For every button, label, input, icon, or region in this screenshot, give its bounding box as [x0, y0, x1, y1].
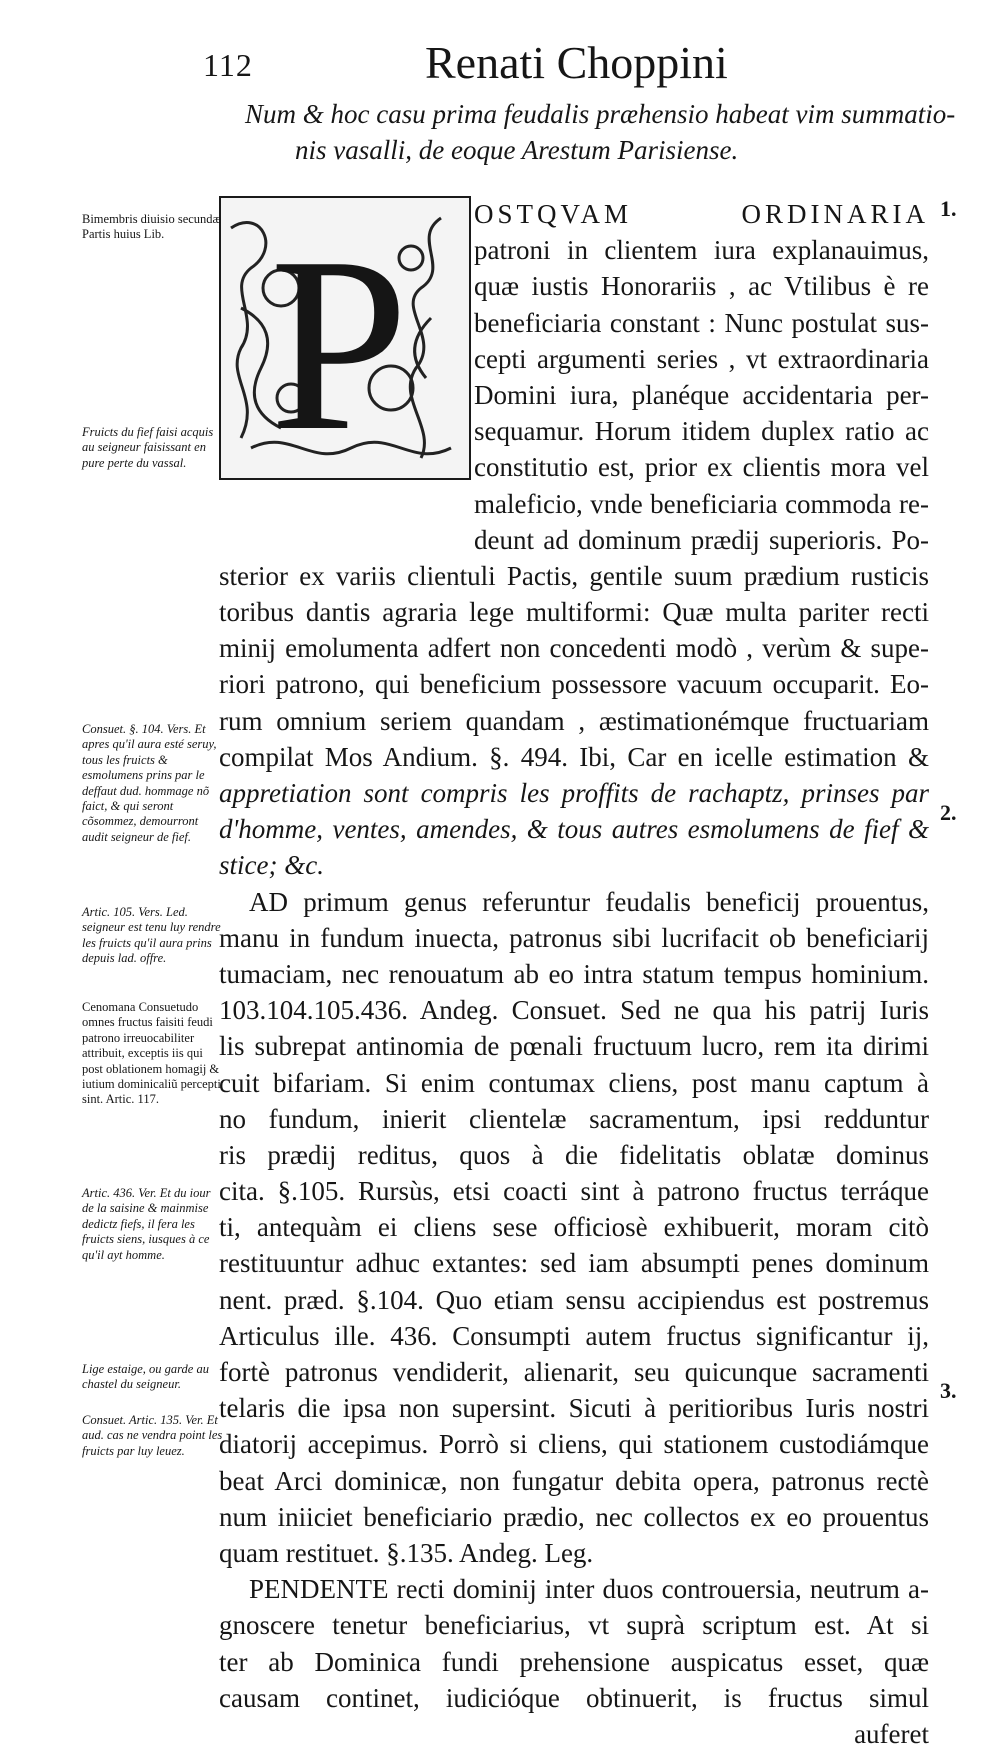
body-line: deunt ad dominum prædij superioris. Po- [474, 524, 929, 555]
margin-note: Artic. 105. Vers. Led. seigneur est tenu luy rendre les fruicts qu'il aura prins depuis lad. offre. [82, 905, 221, 966]
body-line: patroni in clientem iura explanauimus, [474, 235, 929, 266]
body-line: fortè patronus vendiderit, alienarit, seu quicunque sacramenti [219, 1357, 929, 1387]
body-line: beneficiaria constant : Nunc postulat sus- [474, 307, 929, 338]
body-line: diatorij accepimus. Porrò si cliens, qui stationem custodiámque [219, 1429, 929, 1460]
body-line: d'homme, ventes, amendes, & tous autres esmolumens de fief & [219, 814, 929, 845]
margin-note: Lige estaige, ou garde au chastel du seigneur. [82, 1362, 209, 1392]
body-line: sequamur. Horum itidem duplex ratio ac [474, 416, 929, 447]
body-line: appretiation sont compris les proffits de rachaptz, prinses par [219, 778, 929, 808]
body-line: gnoscere tenetur beneficiarius, vt suprà scriptum est. At si [219, 1610, 929, 1641]
body-line: cita. §.105. Rursùs, etsi coacti sint à patrono fructus terráque [219, 1176, 929, 1207]
body-line: maleficio, vnde beneficiaria commoda re- [474, 488, 929, 519]
heading-line-2: nis vasalli, de eoque Arestum Parisiense. [295, 135, 739, 165]
margin-note: Cenomana Consuetudo omnes fructus faisiti feudi patrono irreuocabiliter attribuit, exceptis iis qui post oblationem homagij & iutium dominicaliũ percepti sint. Artic. 117. [82, 1000, 221, 1107]
body-line: restituuntur adhuc extantes: sed iam absumpti penes dominum [219, 1248, 929, 1279]
chapter-heading [245, 96, 975, 168]
margin-note: Consuet. Artic. 135. Ver. Et aud. cas ne vendra point les fruicts par luy leuez. [82, 1413, 223, 1458]
body-line: cepti argumenti series , vt extraordinaria [474, 343, 929, 374]
body-line: causam continet, iudicióque obtinuerit, is fructus simul [219, 1682, 929, 1713]
body-line: quam restituet. §.135. Andeg. Leg. [219, 1537, 594, 1568]
margin-note: Bimembris diuisio secundæ Partis huius Lib. [82, 212, 221, 242]
body-line: Articulus ille. 436. Consumpti autem fructus significantur ij, [219, 1320, 929, 1351]
body-line: ti, antequàm ei cliens sese officiosè exhibuerit, moram citò [219, 1212, 929, 1243]
body-line: minij emolumenta adfert non concedenti modò , verùm & supe- [219, 633, 929, 664]
body-line: num iniiciet beneficiario prædio, nec collectos ex eo prouentus [219, 1501, 929, 1532]
body-text [219, 196, 929, 1752]
page-number: 112 [203, 47, 253, 83]
catchword: auferet [854, 1718, 929, 1749]
body-line: compilat Mos Andium. §. 494. Ibi, Car en icelle estimation & [219, 741, 929, 772]
body-line: nent. præd. §.104. Quo etiam sensu accipiendus est postremus [219, 1284, 929, 1315]
body-line: OSTQVAM ORDINARIA [474, 199, 929, 229]
paragraph-number: 2. [940, 800, 957, 825]
running-head: Renati Choppini [425, 37, 728, 88]
body-line: ris prædij reditus, quos à die fidelitatis oblatæ dominus [219, 1139, 929, 1170]
body-line: cuit bifariam. Si enim contumax cliens, post manu captum à [219, 1067, 929, 1098]
margin-note: Artic. 436. Ver. Et du iour de la saisine & mainmise dedictz fiefs, il fera les fruicts siens, iusques à ce qu'il ayt homme. [82, 1186, 211, 1262]
body-line: quæ iustis Honorariis , ac Vtilibus è re [474, 271, 929, 302]
body-line: tumaciam, nec renouatum ab eo intra statum tempus hominium. [219, 958, 929, 989]
body-line: AD primum genus referuntur feudalis beneficij prouentus, [249, 886, 929, 917]
body-line: toribus dantis agraria lege multiformi: Quæ multa pariter recti [219, 597, 929, 628]
paragraph-number: 3. [940, 1378, 957, 1403]
body-line: Domini iura, planéque accidentaria per- [474, 379, 929, 410]
svg-text:P: P [269, 206, 409, 478]
body-line: sterior ex variis clientuli Pactis, gentile suum prædium rusticis [219, 560, 929, 591]
paragraph-number: 1. [940, 196, 957, 221]
body-line: constitutio est, prior ex clientis mora vel [474, 452, 929, 483]
body-line: PENDENTE recti dominij inter duos controuersia, neutrum a- [249, 1574, 929, 1605]
body-line: rum omnium seriem quandam , æstimationémque fructuariam [219, 705, 929, 736]
body-line: beat Arci dominicæ, non fungatur debita opera, patronus rectè [219, 1465, 929, 1496]
heading-line-1: Num & hoc casu prima feudalis præhensio habeat vim summatio- [245, 99, 956, 129]
body-line: ter ab Dominica fundi prehensione auspicatus esset, quæ [219, 1646, 929, 1677]
body-line: riori patrono, qui beneficium possessore vacuum occuparit. Eo- [219, 669, 929, 700]
body-line: stice; &c. [219, 850, 324, 881]
body-line: lis subrepat antinomia de pœnali fructuum lucro, rem ita dirimi [219, 1031, 929, 1062]
body-line: 103.104.105.436. Andeg. Consuet. Sed ne qua his patrij Iuris [219, 995, 929, 1026]
body-line: no fundum, inierit clientelæ sacramentum, ipsi redduntur [219, 1103, 929, 1134]
margin-note: Consuet. §. 104. Vers. Et apres qu'il aura esté seruy, tous les fruicts & esmolumens prins par le deffaut dud. hommage nõ faict, & qui seront cõsommez, demourront audit seigneur de fief. [82, 722, 217, 844]
body-line: manu in fundum inuecta, patronus sibi lucrifacit ob beneficiarij [219, 922, 929, 953]
body-line: telaris die ipsa non supersint. Sicuti à peritioribus Iuris nostri [219, 1393, 929, 1424]
margin-note: Fruicts du fief faisi acquis au seigneur faisissant en pure perte du vassal. [82, 425, 214, 470]
